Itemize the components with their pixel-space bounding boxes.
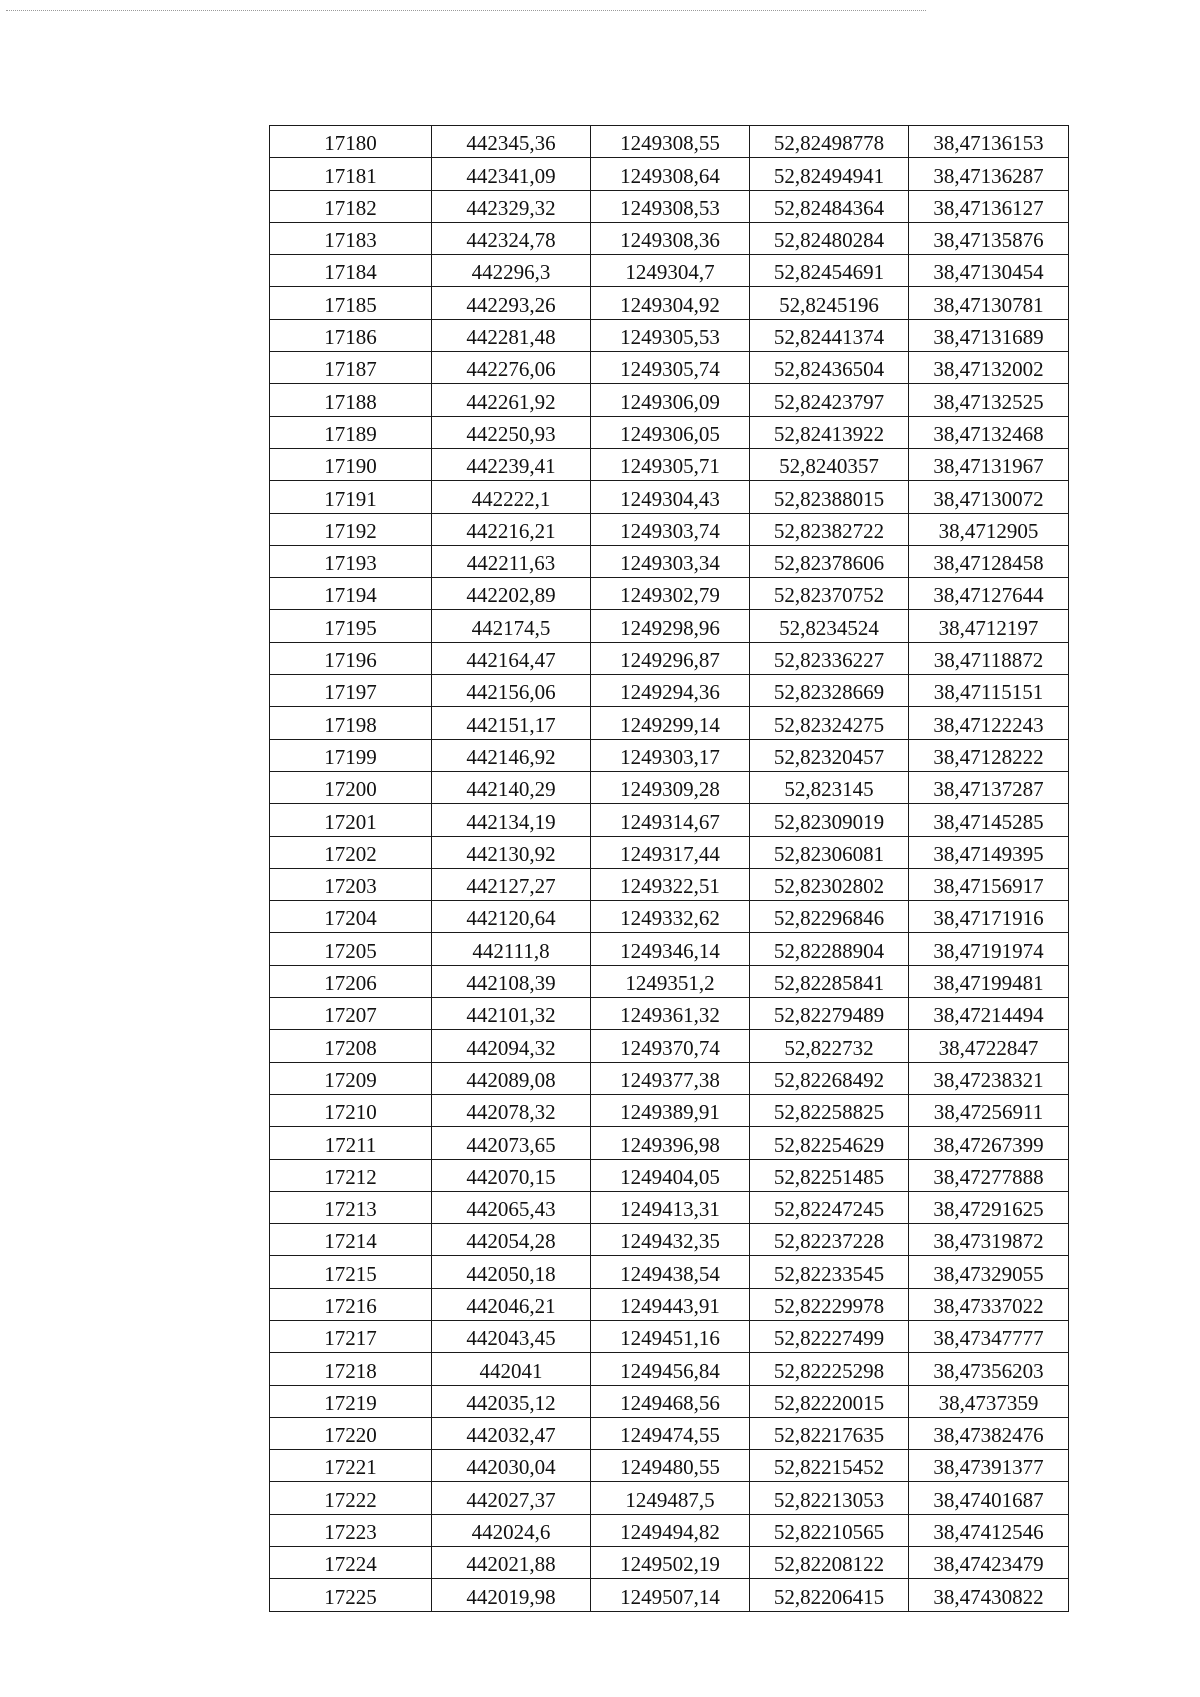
y-coordinate-cell: 1249468,56 — [591, 1385, 750, 1417]
table-row — [270, 416, 1069, 448]
table-row — [270, 707, 1069, 739]
table-row — [270, 255, 1069, 287]
table-row — [270, 545, 1069, 577]
longitude-cell: 38,47238321 — [909, 1062, 1069, 1094]
table-row — [270, 1127, 1069, 1159]
table-row — [270, 1547, 1069, 1579]
x-coordinate-cell: 442216,21 — [432, 513, 591, 545]
latitude-cell: 52,82324275 — [750, 707, 909, 739]
point-number-cell: 17200 — [270, 771, 432, 803]
longitude-cell: 38,47156917 — [909, 868, 1069, 900]
table-row — [270, 1320, 1069, 1352]
table-row — [270, 1385, 1069, 1417]
latitude-cell: 52,82247245 — [750, 1191, 909, 1223]
point-number-cell: 17194 — [270, 578, 432, 610]
point-number-cell: 17215 — [270, 1256, 432, 1288]
table-row — [270, 1482, 1069, 1514]
y-coordinate-cell: 1249322,51 — [591, 868, 750, 900]
latitude-cell: 52,82296846 — [750, 901, 909, 933]
longitude-cell: 38,47191974 — [909, 933, 1069, 965]
y-coordinate-cell: 1249456,84 — [591, 1353, 750, 1385]
point-number-cell: 17201 — [270, 804, 432, 836]
latitude-cell: 52,82320457 — [750, 739, 909, 771]
x-coordinate-cell: 442341,09 — [432, 158, 591, 190]
point-number-cell: 17190 — [270, 448, 432, 480]
table-row — [270, 1030, 1069, 1062]
table-row — [270, 190, 1069, 222]
latitude-cell: 52,82237228 — [750, 1224, 909, 1256]
point-number-cell: 17187 — [270, 352, 432, 384]
latitude-cell: 52,82302802 — [750, 868, 909, 900]
point-number-cell: 17185 — [270, 287, 432, 319]
y-coordinate-cell: 1249396,98 — [591, 1127, 750, 1159]
y-coordinate-cell: 1249370,74 — [591, 1030, 750, 1062]
x-coordinate-cell: 442054,28 — [432, 1224, 591, 1256]
longitude-cell: 38,47136127 — [909, 190, 1069, 222]
longitude-cell: 38,47128222 — [909, 739, 1069, 771]
table-row — [270, 287, 1069, 319]
point-number-cell: 17198 — [270, 707, 432, 739]
latitude-cell: 52,823145 — [750, 771, 909, 803]
latitude-cell: 52,82480284 — [750, 222, 909, 254]
x-coordinate-cell: 442032,47 — [432, 1417, 591, 1449]
x-coordinate-cell: 442035,12 — [432, 1385, 591, 1417]
point-number-cell: 17224 — [270, 1547, 432, 1579]
x-coordinate-cell: 442211,63 — [432, 545, 591, 577]
point-number-cell: 17203 — [270, 868, 432, 900]
table-row — [270, 868, 1069, 900]
x-coordinate-cell: 442239,41 — [432, 448, 591, 480]
latitude-cell: 52,82441374 — [750, 319, 909, 351]
point-number-cell: 17199 — [270, 739, 432, 771]
longitude-cell: 38,47256911 — [909, 1094, 1069, 1126]
y-coordinate-cell: 1249438,54 — [591, 1256, 750, 1288]
point-number-cell: 17180 — [270, 126, 432, 158]
table-row — [270, 965, 1069, 997]
point-number-cell: 17188 — [270, 384, 432, 416]
longitude-cell: 38,47131689 — [909, 319, 1069, 351]
y-coordinate-cell: 1249308,53 — [591, 190, 750, 222]
table-row — [270, 1288, 1069, 1320]
y-coordinate-cell: 1249304,43 — [591, 481, 750, 513]
x-coordinate-cell: 442101,32 — [432, 998, 591, 1030]
x-coordinate-cell: 442078,32 — [432, 1094, 591, 1126]
point-number-cell: 17184 — [270, 255, 432, 287]
latitude-cell: 52,82227499 — [750, 1320, 909, 1352]
latitude-cell: 52,82210565 — [750, 1514, 909, 1546]
table-row — [270, 1417, 1069, 1449]
latitude-cell: 52,82494941 — [750, 158, 909, 190]
y-coordinate-cell: 1249304,92 — [591, 287, 750, 319]
latitude-cell: 52,82382722 — [750, 513, 909, 545]
table-row — [270, 578, 1069, 610]
latitude-cell: 52,82251485 — [750, 1159, 909, 1191]
x-coordinate-cell: 442094,32 — [432, 1030, 591, 1062]
x-coordinate-cell: 442174,5 — [432, 610, 591, 642]
x-coordinate-cell: 442293,26 — [432, 287, 591, 319]
y-coordinate-cell: 1249305,53 — [591, 319, 750, 351]
point-number-cell: 17221 — [270, 1450, 432, 1482]
longitude-cell: 38,47277888 — [909, 1159, 1069, 1191]
y-coordinate-cell: 1249298,96 — [591, 610, 750, 642]
y-coordinate-cell: 1249296,87 — [591, 642, 750, 674]
latitude-cell: 52,82213053 — [750, 1482, 909, 1514]
point-number-cell: 17204 — [270, 901, 432, 933]
table-row — [270, 1514, 1069, 1546]
y-coordinate-cell: 1249502,19 — [591, 1547, 750, 1579]
x-coordinate-cell: 442108,39 — [432, 965, 591, 997]
x-coordinate-cell: 442021,88 — [432, 1547, 591, 1579]
point-number-cell: 17223 — [270, 1514, 432, 1546]
x-coordinate-cell: 442140,29 — [432, 771, 591, 803]
latitude-cell: 52,82336227 — [750, 642, 909, 674]
latitude-cell: 52,82208122 — [750, 1547, 909, 1579]
x-coordinate-cell: 442324,78 — [432, 222, 591, 254]
table-row — [270, 675, 1069, 707]
point-number-cell: 17218 — [270, 1353, 432, 1385]
x-coordinate-cell: 442151,17 — [432, 707, 591, 739]
x-coordinate-cell: 442111,8 — [432, 933, 591, 965]
longitude-cell: 38,47145285 — [909, 804, 1069, 836]
y-coordinate-cell: 1249303,17 — [591, 739, 750, 771]
table-row — [270, 1450, 1069, 1482]
longitude-cell: 38,47136287 — [909, 158, 1069, 190]
table-row — [270, 642, 1069, 674]
y-coordinate-cell: 1249361,32 — [591, 998, 750, 1030]
point-number-cell: 17202 — [270, 836, 432, 868]
longitude-cell: 38,47337022 — [909, 1288, 1069, 1320]
point-number-cell: 17225 — [270, 1579, 432, 1611]
table-row — [270, 1256, 1069, 1288]
longitude-cell: 38,47401687 — [909, 1482, 1069, 1514]
table-row — [270, 804, 1069, 836]
x-coordinate-cell: 442046,21 — [432, 1288, 591, 1320]
y-coordinate-cell: 1249308,55 — [591, 126, 750, 158]
point-number-cell: 17181 — [270, 158, 432, 190]
x-coordinate-cell: 442222,1 — [432, 481, 591, 513]
x-coordinate-cell: 442050,18 — [432, 1256, 591, 1288]
point-number-cell: 17196 — [270, 642, 432, 674]
x-coordinate-cell: 442345,36 — [432, 126, 591, 158]
latitude-cell: 52,82220015 — [750, 1385, 909, 1417]
latitude-cell: 52,82413922 — [750, 416, 909, 448]
y-coordinate-cell: 1249346,14 — [591, 933, 750, 965]
y-coordinate-cell: 1249413,31 — [591, 1191, 750, 1223]
y-coordinate-cell: 1249304,7 — [591, 255, 750, 287]
y-coordinate-cell: 1249474,55 — [591, 1417, 750, 1449]
point-number-cell: 17193 — [270, 545, 432, 577]
latitude-cell: 52,82206415 — [750, 1579, 909, 1611]
latitude-cell: 52,82233545 — [750, 1256, 909, 1288]
y-coordinate-cell: 1249507,14 — [591, 1579, 750, 1611]
point-number-cell: 17195 — [270, 610, 432, 642]
longitude-cell: 38,47122243 — [909, 707, 1069, 739]
table-row — [270, 1191, 1069, 1223]
point-number-cell: 17197 — [270, 675, 432, 707]
point-number-cell: 17219 — [270, 1385, 432, 1417]
longitude-cell: 38,4722847 — [909, 1030, 1069, 1062]
longitude-cell: 38,47319872 — [909, 1224, 1069, 1256]
longitude-cell: 38,47115151 — [909, 675, 1069, 707]
longitude-cell: 38,4712905 — [909, 513, 1069, 545]
point-number-cell: 17183 — [270, 222, 432, 254]
x-coordinate-cell: 442043,45 — [432, 1320, 591, 1352]
y-coordinate-cell: 1249306,09 — [591, 384, 750, 416]
x-coordinate-cell: 442070,15 — [432, 1159, 591, 1191]
latitude-cell: 52,82436504 — [750, 352, 909, 384]
longitude-cell: 38,47137287 — [909, 771, 1069, 803]
y-coordinate-cell: 1249308,64 — [591, 158, 750, 190]
latitude-cell: 52,82288904 — [750, 933, 909, 965]
longitude-cell: 38,47291625 — [909, 1191, 1069, 1223]
x-coordinate-cell: 442130,92 — [432, 836, 591, 868]
x-coordinate-cell: 442024,6 — [432, 1514, 591, 1546]
y-coordinate-cell: 1249309,28 — [591, 771, 750, 803]
longitude-cell: 38,47132468 — [909, 416, 1069, 448]
longitude-cell: 38,47267399 — [909, 1127, 1069, 1159]
longitude-cell: 38,47136153 — [909, 126, 1069, 158]
x-coordinate-cell: 442202,89 — [432, 578, 591, 610]
latitude-cell: 52,82306081 — [750, 836, 909, 868]
longitude-cell: 38,47127644 — [909, 578, 1069, 610]
longitude-cell: 38,47171916 — [909, 901, 1069, 933]
table-row — [270, 481, 1069, 513]
y-coordinate-cell: 1249302,79 — [591, 578, 750, 610]
y-coordinate-cell: 1249432,35 — [591, 1224, 750, 1256]
y-coordinate-cell: 1249306,05 — [591, 416, 750, 448]
y-coordinate-cell: 1249487,5 — [591, 1482, 750, 1514]
y-coordinate-cell: 1249303,34 — [591, 545, 750, 577]
coordinates-table-body — [270, 126, 1069, 1612]
latitude-cell: 52,82328669 — [750, 675, 909, 707]
longitude-cell: 38,47132002 — [909, 352, 1069, 384]
point-number-cell: 17220 — [270, 1417, 432, 1449]
point-number-cell: 17222 — [270, 1482, 432, 1514]
longitude-cell: 38,47131967 — [909, 448, 1069, 480]
y-coordinate-cell: 1249451,16 — [591, 1320, 750, 1352]
x-coordinate-cell: 442329,32 — [432, 190, 591, 222]
table-row — [270, 739, 1069, 771]
point-number-cell: 17209 — [270, 1062, 432, 1094]
y-coordinate-cell: 1249299,14 — [591, 707, 750, 739]
point-number-cell: 17211 — [270, 1127, 432, 1159]
latitude-cell: 52,82254629 — [750, 1127, 909, 1159]
x-coordinate-cell: 442164,47 — [432, 642, 591, 674]
table-row — [270, 933, 1069, 965]
longitude-cell: 38,47130454 — [909, 255, 1069, 287]
y-coordinate-cell: 1249332,62 — [591, 901, 750, 933]
x-coordinate-cell: 442261,92 — [432, 384, 591, 416]
latitude-cell: 52,82388015 — [750, 481, 909, 513]
latitude-cell: 52,82225298 — [750, 1353, 909, 1385]
longitude-cell: 38,47130781 — [909, 287, 1069, 319]
y-coordinate-cell: 1249294,36 — [591, 675, 750, 707]
x-coordinate-cell: 442146,92 — [432, 739, 591, 771]
latitude-cell: 52,82229978 — [750, 1288, 909, 1320]
longitude-cell: 38,47430822 — [909, 1579, 1069, 1611]
latitude-cell: 52,82258825 — [750, 1094, 909, 1126]
table-row — [270, 771, 1069, 803]
latitude-cell: 52,82370752 — [750, 578, 909, 610]
latitude-cell: 52,82498778 — [750, 126, 909, 158]
longitude-cell: 38,47130072 — [909, 481, 1069, 513]
table-row — [270, 1062, 1069, 1094]
latitude-cell: 52,82309019 — [750, 804, 909, 836]
table-row — [270, 448, 1069, 480]
y-coordinate-cell: 1249377,38 — [591, 1062, 750, 1094]
latitude-cell: 52,82454691 — [750, 255, 909, 287]
x-coordinate-cell: 442019,98 — [432, 1579, 591, 1611]
longitude-cell: 38,47329055 — [909, 1256, 1069, 1288]
x-coordinate-cell: 442089,08 — [432, 1062, 591, 1094]
x-coordinate-cell: 442250,93 — [432, 416, 591, 448]
table-row — [270, 222, 1069, 254]
longitude-cell: 38,47391377 — [909, 1450, 1069, 1482]
table-row — [270, 901, 1069, 933]
point-number-cell: 17206 — [270, 965, 432, 997]
y-coordinate-cell: 1249308,36 — [591, 222, 750, 254]
table-row — [270, 1094, 1069, 1126]
x-coordinate-cell: 442127,27 — [432, 868, 591, 900]
x-coordinate-cell: 442156,06 — [432, 675, 591, 707]
longitude-cell: 38,47423479 — [909, 1547, 1069, 1579]
point-number-cell: 17214 — [270, 1224, 432, 1256]
x-coordinate-cell: 442276,06 — [432, 352, 591, 384]
table-row — [270, 1353, 1069, 1385]
point-number-cell: 17208 — [270, 1030, 432, 1062]
latitude-cell: 52,82215452 — [750, 1450, 909, 1482]
y-coordinate-cell: 1249443,91 — [591, 1288, 750, 1320]
y-coordinate-cell: 1249389,91 — [591, 1094, 750, 1126]
latitude-cell: 52,82217635 — [750, 1417, 909, 1449]
scan-edge-line — [6, 10, 926, 11]
y-coordinate-cell: 1249303,74 — [591, 513, 750, 545]
latitude-cell: 52,822732 — [750, 1030, 909, 1062]
point-number-cell: 17207 — [270, 998, 432, 1030]
x-coordinate-cell: 442296,3 — [432, 255, 591, 287]
longitude-cell: 38,47412546 — [909, 1514, 1069, 1546]
point-number-cell: 17182 — [270, 190, 432, 222]
table-row — [270, 1159, 1069, 1191]
longitude-cell: 38,47214494 — [909, 998, 1069, 1030]
longitude-cell: 38,47149395 — [909, 836, 1069, 868]
x-coordinate-cell: 442027,37 — [432, 1482, 591, 1514]
y-coordinate-cell: 1249351,2 — [591, 965, 750, 997]
point-number-cell: 17217 — [270, 1320, 432, 1352]
point-number-cell: 17192 — [270, 513, 432, 545]
point-number-cell: 17205 — [270, 933, 432, 965]
longitude-cell: 38,47132525 — [909, 384, 1069, 416]
longitude-cell: 38,47128458 — [909, 545, 1069, 577]
y-coordinate-cell: 1249404,05 — [591, 1159, 750, 1191]
longitude-cell: 38,47118872 — [909, 642, 1069, 674]
x-coordinate-cell: 442120,64 — [432, 901, 591, 933]
latitude-cell: 52,82285841 — [750, 965, 909, 997]
latitude-cell: 52,82279489 — [750, 998, 909, 1030]
latitude-cell: 52,8234524 — [750, 610, 909, 642]
y-coordinate-cell: 1249494,82 — [591, 1514, 750, 1546]
x-coordinate-cell: 442041 — [432, 1353, 591, 1385]
table-row — [270, 998, 1069, 1030]
y-coordinate-cell: 1249305,74 — [591, 352, 750, 384]
point-number-cell: 17213 — [270, 1191, 432, 1223]
longitude-cell: 38,4712197 — [909, 610, 1069, 642]
longitude-cell: 38,47135876 — [909, 222, 1069, 254]
x-coordinate-cell: 442030,04 — [432, 1450, 591, 1482]
table-row — [270, 158, 1069, 190]
point-number-cell: 17216 — [270, 1288, 432, 1320]
latitude-cell: 52,82378606 — [750, 545, 909, 577]
point-number-cell: 17189 — [270, 416, 432, 448]
table-row — [270, 319, 1069, 351]
table-row — [270, 513, 1069, 545]
x-coordinate-cell: 442134,19 — [432, 804, 591, 836]
latitude-cell: 52,82423797 — [750, 384, 909, 416]
table-row — [270, 610, 1069, 642]
y-coordinate-cell: 1249480,55 — [591, 1450, 750, 1482]
y-coordinate-cell: 1249317,44 — [591, 836, 750, 868]
longitude-cell: 38,47382476 — [909, 1417, 1069, 1449]
x-coordinate-cell: 442281,48 — [432, 319, 591, 351]
table-row — [270, 1579, 1069, 1611]
latitude-cell: 52,82484364 — [750, 190, 909, 222]
point-number-cell: 17210 — [270, 1094, 432, 1126]
table-row — [270, 352, 1069, 384]
x-coordinate-cell: 442065,43 — [432, 1191, 591, 1223]
latitude-cell: 52,8240357 — [750, 448, 909, 480]
coordinates-table — [269, 125, 1069, 1612]
y-coordinate-cell: 1249305,71 — [591, 448, 750, 480]
x-coordinate-cell: 442073,65 — [432, 1127, 591, 1159]
point-number-cell: 17212 — [270, 1159, 432, 1191]
longitude-cell: 38,47356203 — [909, 1353, 1069, 1385]
table-row — [270, 384, 1069, 416]
latitude-cell: 52,82268492 — [750, 1062, 909, 1094]
table-row — [270, 1224, 1069, 1256]
longitude-cell: 38,4737359 — [909, 1385, 1069, 1417]
y-coordinate-cell: 1249314,67 — [591, 804, 750, 836]
longitude-cell: 38,47347777 — [909, 1320, 1069, 1352]
point-number-cell: 17186 — [270, 319, 432, 351]
point-number-cell: 17191 — [270, 481, 432, 513]
latitude-cell: 52,8245196 — [750, 287, 909, 319]
longitude-cell: 38,47199481 — [909, 965, 1069, 997]
table-row — [270, 126, 1069, 158]
table-row — [270, 836, 1069, 868]
